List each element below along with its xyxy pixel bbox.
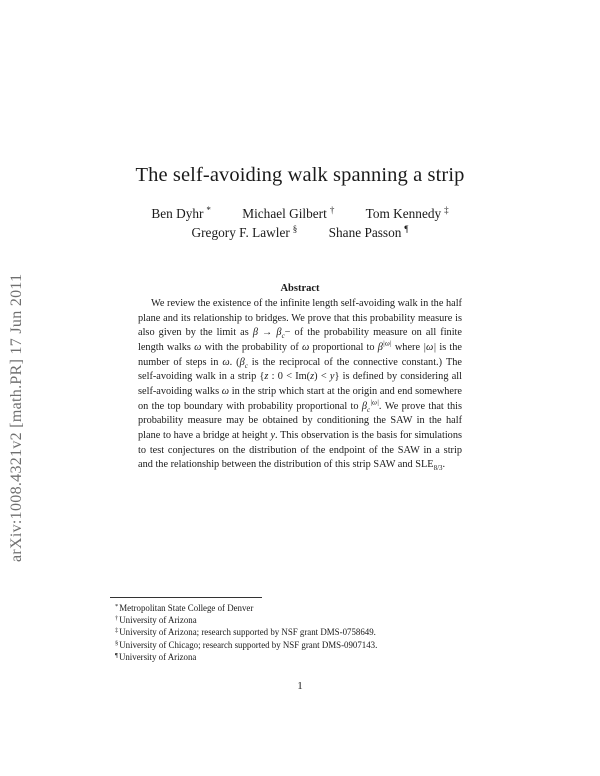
arxiv-identifier-stamp: arXiv:1008.4321v2 [math.PR] 17 Jun 2011	[8, 273, 25, 562]
footnote-mark: §	[115, 639, 119, 647]
author	[366, 205, 449, 222]
author-name: Ben Dyhr	[151, 206, 204, 221]
footnote-text: University of Arizona; research supported by NSF grant DMS-0758649.	[119, 627, 376, 638]
author-list-row-1	[0, 205, 600, 222]
footnote	[115, 651, 475, 663]
author-footnote-mark: ‡	[444, 205, 449, 215]
author-name: Gregory F. Lawler	[191, 225, 290, 240]
footnote-text: Metropolitan State College of Denver	[119, 603, 254, 613]
footnote-mark: ¶	[115, 651, 118, 659]
author-footnote-mark: *	[206, 205, 211, 215]
footnote-divider	[110, 597, 262, 598]
author-name: Tom Kennedy	[365, 206, 442, 221]
author	[242, 205, 334, 222]
author-list-row-2	[0, 224, 600, 241]
author-name: Michael Gilbert	[242, 206, 327, 221]
author-footnote-mark: †	[329, 205, 335, 215]
abstract-heading: Abstract	[280, 283, 320, 294]
author-footnote-mark: §	[292, 224, 298, 234]
footnote-text: University of Arizona	[119, 615, 197, 626]
footnote	[115, 626, 475, 638]
page-number: 1	[297, 680, 303, 692]
footnote-text: University of Arizona	[118, 651, 197, 662]
footnote	[115, 614, 475, 626]
author	[151, 205, 211, 222]
author	[192, 224, 298, 241]
footnote-mark: *	[115, 603, 119, 610]
footnote-list	[115, 602, 475, 663]
abstract-body	[138, 297, 462, 473]
footnote	[115, 639, 475, 651]
footnote	[115, 602, 475, 614]
footnote-text: University of Chicago; research supported by NSF grant DMS-0907143.	[119, 639, 378, 650]
author-footnote-mark: ¶	[404, 224, 409, 234]
author-name: Shane Passon	[328, 225, 402, 240]
footnote-mark: ‡	[115, 627, 119, 635]
author	[329, 224, 409, 241]
footnote-mark: †	[115, 615, 119, 623]
paper-title: The self-avoiding walk spanning a strip	[135, 164, 465, 186]
abstract-paragraph: We review the existence of the infinite length self-avoiding walk in the half plane and its relationship to bridges. We prove that this probability measure is also given by the limit as $\beta \to \beta_c-$ of the probability measure on all finite length walks ω with the probability of ω proportional to $\beta^{|\omega|}$ where |ω| is the number of steps in ω. ($\beta_c$ is the reciprocal of the connective constant.) The self-avoiding walk in a strip {z : 0 < Im(z) < y} is defined by considering all self-avoiding walks ω in the strip which start at the origin and end somewhere on the top boundary with probability proportional to $\beta_c^{|\omega|}$. We prove that this probability measure may be obtained by conditioning the SAW in the half plane to have a bridge at height y. This observation is the basis for simulations to test conjectures on the distribution of the endpoint of the SAW in a strip and the relationship between the distribution of this strip SAW and $SLE_{8/3}$.	[138, 298, 463, 473]
